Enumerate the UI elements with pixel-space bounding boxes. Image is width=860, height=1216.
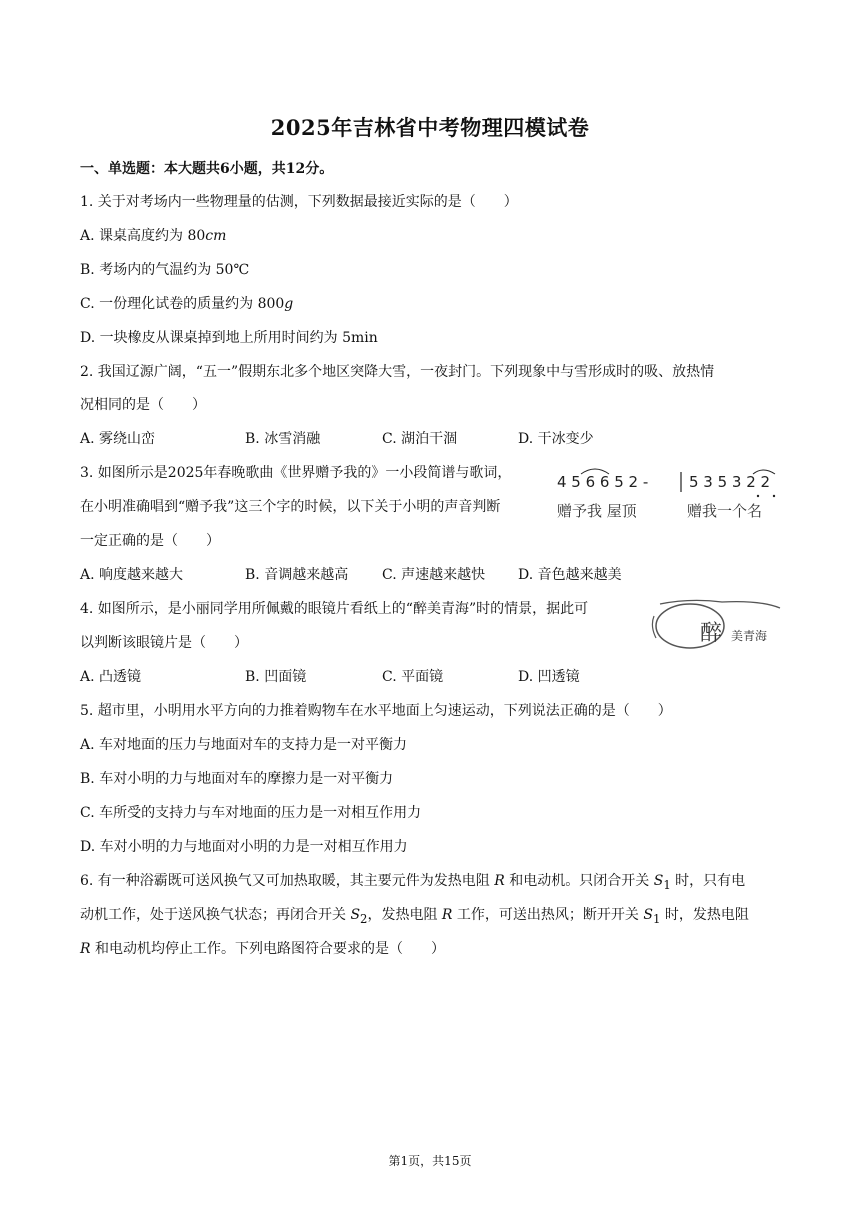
q3-option-b: B. 音调越来越高 — [245, 567, 349, 583]
score-notes-part2: 5 3 5 3 2 2 — [689, 473, 771, 491]
q1-stem: 1. 关于对考场内一些物理量的估测，下列数据最接近实际的是（ ） — [80, 194, 518, 210]
score-notes-part1: 4 5 6 6 5 2 - — [557, 473, 649, 491]
q2-option-a: A. 雾绕山峦 — [80, 431, 156, 447]
glasses-frame-top — [660, 600, 780, 608]
section-heading: 一、单选题：本大题共6小题，共12分。 — [80, 161, 334, 177]
q4-options — [80, 666, 780, 686]
q3-stem-line1: 3. 如图所示是2025年春晚歌曲《世界赠予我的》一小段简谱与歌词， — [80, 465, 512, 481]
q3-stem-line2: 在小明准确唱到“赠予我”这三个字的时候，以下关于小明的声音判断 — [80, 499, 501, 515]
q2-option-b: B. 冰雪消融 — [245, 431, 321, 447]
score-dot — [757, 495, 759, 497]
q2-stem-line2: 况相同的是（ ） — [80, 397, 206, 413]
q4-option-b: B. 凹面镜 — [245, 669, 307, 685]
score-dot — [773, 495, 775, 497]
q3-options — [80, 564, 780, 584]
score-lyrics-part1: 赠予我 屋顶 — [557, 502, 637, 520]
page-title: 2025年吉林省中考物理四模试卷 — [270, 115, 590, 140]
q2-options — [80, 428, 780, 448]
page-footer: 第1页，共15页 — [388, 1154, 472, 1168]
q5-option-a: A. 车对地面的压力与地面对车的支持力是一对平衡力 — [80, 737, 408, 753]
q1-option-c: C. 一份理化试卷的质量约为 800g — [80, 296, 294, 312]
q3-option-d: D. 音色越来越美 — [518, 567, 622, 583]
q1-option-d: D. 一块橡皮从课桌掉到地上所用时间约为 5min — [80, 330, 378, 346]
glasses-big-char: 醉 — [700, 621, 723, 646]
q6-stem-line3: R 和电动机均停止工作。下列电路图符合要求的是（ ） — [80, 941, 445, 957]
glasses-figure — [650, 596, 785, 656]
q4-option-c: C. 平面镜 — [382, 669, 444, 685]
q4-option-d: D. 凹透镜 — [518, 669, 580, 685]
q5-option-b: B. 车对小明的力与地面对车的摩擦力是一对平衡力 — [80, 771, 394, 787]
q4-stem-line2: 以判断该眼镜片是（ ） — [80, 635, 248, 651]
q3-stem-line3: 一定正确的是（ ） — [80, 533, 220, 549]
q1-option-a: A. 课桌高度约为 80cm — [80, 228, 227, 244]
q3-option-a: A. 响度越来越大 — [80, 567, 184, 583]
music-score-figure — [553, 462, 783, 524]
q1-option-b: B. 考场内的气温约为 50℃ — [80, 262, 250, 278]
q2-stem-line1: 2. 我国辽源广阔，“五一”假期东北多个地区突降大雪，一夜封门。下列现象中与雪形成时的吸、放热情 — [80, 364, 715, 380]
q4-stem-line1: 4. 如图所示，是小丽同学用所佩戴的眼镜片看纸上的“醉美青海”时的情景，据此可 — [80, 601, 589, 617]
q2-option-d: D. 干冰变少 — [518, 431, 594, 447]
q3-option-c: C. 声速越来越快 — [382, 567, 486, 583]
q6-stem-line2: 动机工作，处于送风换气状态；再闭合开关 $S_2$，发热电阻 R 工作，可送出热风；断开开关 $S_1$ 时，发热电阻 — [80, 907, 749, 926]
q6-stem-line1: 6. 有一种浴霸既可送风换气又可加热取暖，其主要元件为发热电阻 R 和电动机。只闭合开关 $S_1$ 时，只有电 — [80, 873, 746, 892]
q2-option-c: C. 湖泊干涸 — [382, 431, 458, 447]
score-lyrics-part2: 赠我一个名 — [687, 502, 763, 520]
q5-option-c: C. 车所受的支持力与车对地面的压力是一对相互作用力 — [80, 805, 422, 821]
q5-stem: 5. 超市里，小明用水平方向的力推着购物车在水平地面上匀速运动，下列说法正确的是（ ） — [80, 703, 672, 719]
q4-option-a: A. 凸透镜 — [80, 669, 142, 685]
glasses-small-text: 美青海 — [731, 629, 768, 643]
q5-option-d: D. 车对小明的力与地面对小明的力是一对相互作用力 — [80, 839, 408, 855]
